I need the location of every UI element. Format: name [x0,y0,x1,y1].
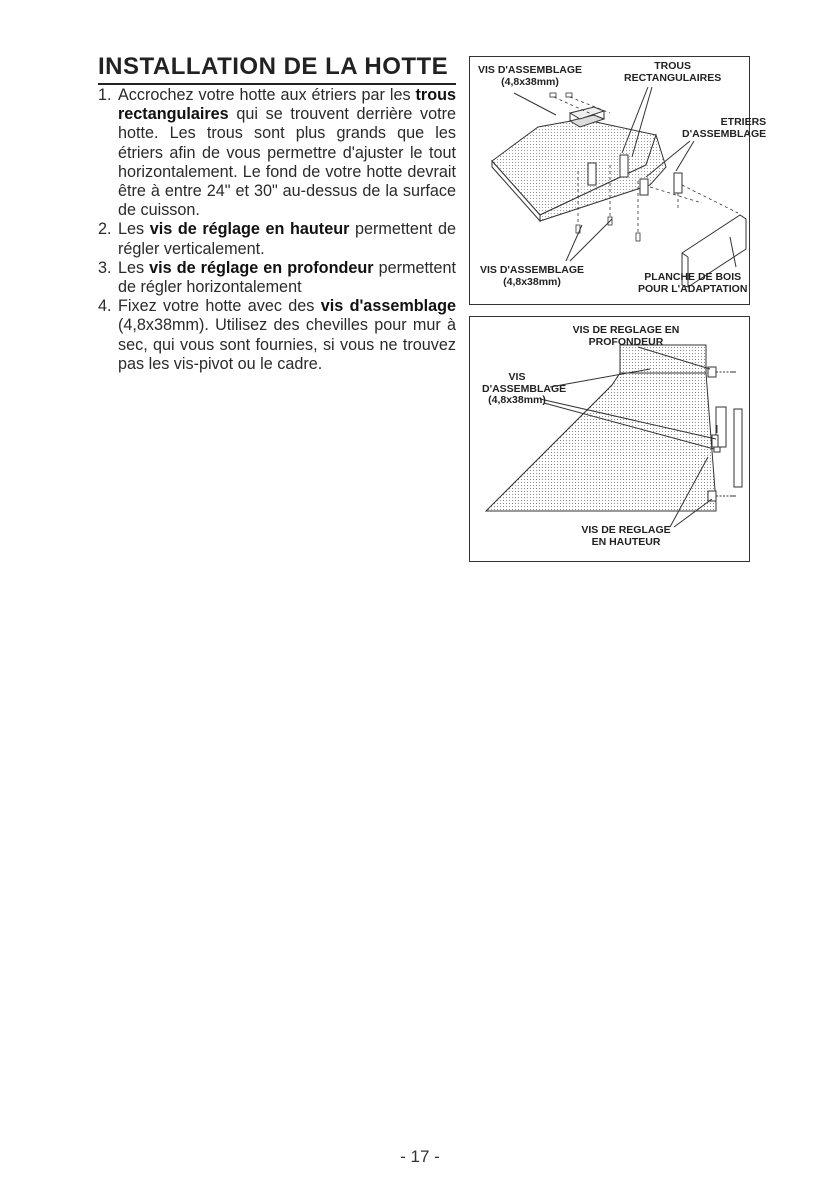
step-text [118,220,456,258]
step-text-part: qui se trouvent derrière votre hotte. Les trous sont plus grands que les étriers afin de vous permettre d'ajuster le tout horizontalement. Le fond de votre hotte devrait être à entre 24" et 30" au-dessus de la surface de cuisson. [118,105,456,220]
label-assembly-screws: VIS D'ASSEMBLAGE (4,8x38mm) [482,371,567,406]
step-text-part: Les [118,258,150,277]
bracket [674,173,682,193]
figure-adjustment-screws [469,316,750,562]
step-text-part: Fixez votre hotte avec des [118,297,321,316]
step-item [98,86,456,220]
installation-steps [98,86,456,374]
step-text-part: permettent de régler horizontalement [118,258,456,297]
figure-hood-brackets [469,56,767,305]
label-wood-board: PLANCHE DE BOIS POUR L'ADAPTATION [638,271,748,295]
page-number: - 17 - [400,1147,440,1166]
label-assembly-screws-bottom: VIS D'ASSEMBLAGE (4,8x38mm) [480,264,585,288]
step-item [98,297,456,374]
rect-hole [588,163,596,185]
label-assembly-screws-top: VIS D'ASSEMBLAGE (4,8x38mm) [478,64,583,88]
duct-cover [620,345,706,373]
rect-hole [620,155,628,177]
step-keyword: vis d'assemblage [320,297,456,316]
step-keyword: vis de réglage en profondeur [149,258,374,277]
step-number: 4. [98,297,112,316]
step-text-part: Les [118,220,150,239]
step-text [118,297,456,374]
page-title: INSTALLATION DE LA HOTTE [98,53,449,80]
wall-plate [734,409,742,487]
bracket-clip [712,435,718,447]
label-depth-screw: VIS DE REGLAGE EN PROFONDEUR [572,324,680,348]
label-height-screw: VIS DE REGLAGE EN HAUTEUR [581,524,671,548]
label-assembly-brackets: ETRIERS D'ASSEMBLAGE [682,116,767,140]
step-text-part: Accrochez votre hotte aux étriers par les [118,86,416,104]
bracket [640,179,648,195]
step-text [118,259,456,297]
step-number: 2. [98,220,112,239]
step-item [98,259,456,297]
step-number: 3. [98,258,112,277]
title-underline [98,83,456,85]
label-rectangular-holes: TROUS RECTANGULAIRES [624,60,722,84]
step-keyword: trous rectangulaires [118,86,456,124]
step-keyword: vis de réglage en hauteur [149,220,350,239]
step-text-part: (4,8x38mm). Utilisez des chevilles pour mur à sec, qui vous sont fournies, si vous ne trouvez pas les vis-pivot ou le cadre. [118,316,456,373]
step-item [98,220,456,258]
step-text-part: permettent de régler verticalement. [118,220,456,258]
step-number: 1. [98,86,112,104]
step-text [118,86,456,220]
